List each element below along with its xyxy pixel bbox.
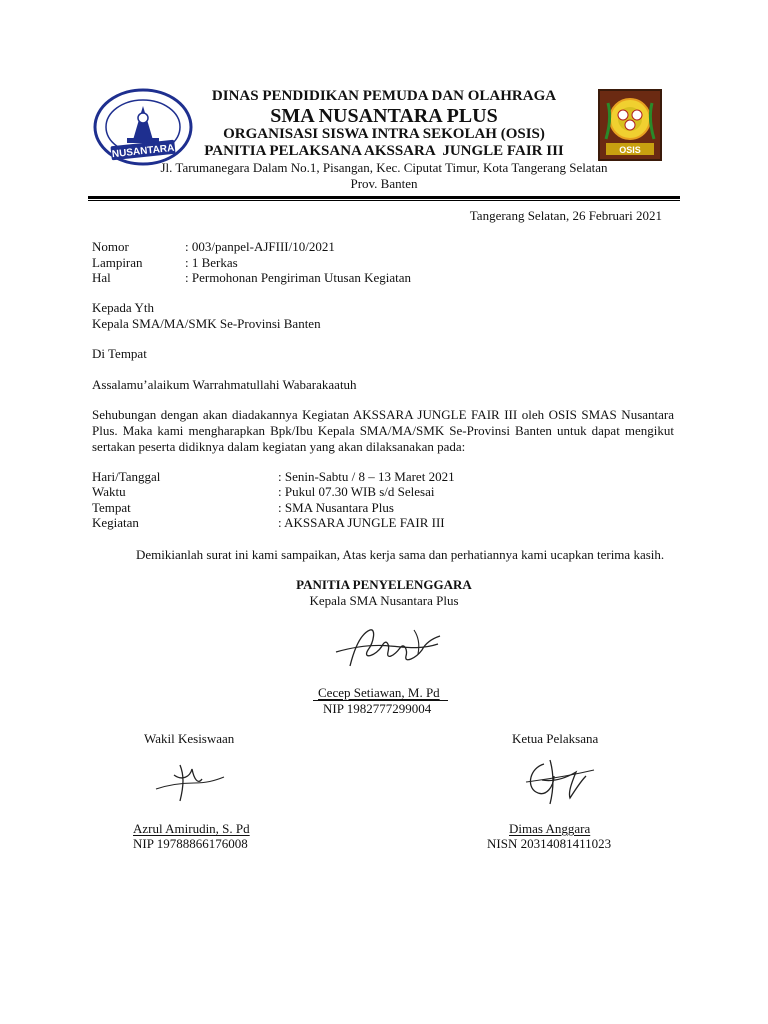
meta-value: : 1 Berkas — [185, 255, 238, 270]
detail-label: Waktu — [92, 484, 126, 499]
letter-date: Tangerang Selatan, 26 Februari 2021 — [469, 208, 662, 223]
principal-id: NIP 1982777299004 — [323, 701, 432, 716]
meta-label: Nomor — [92, 239, 129, 254]
meta-value: : 003/panpel-AJFIII/10/2021 — [185, 239, 335, 254]
header-divider-thick — [88, 196, 680, 199]
detail-value: : AKSSARA JUNGLE FAIR III — [278, 515, 445, 530]
meta-row — [92, 239, 335, 255]
detail-value: : Pukul 07.30 WIB s/d Selesai — [278, 484, 435, 499]
detail-row — [92, 469, 455, 485]
meta-row — [92, 255, 238, 271]
right-signer-signature — [520, 752, 600, 810]
greeting: Assalamu’alaikum Warrahmatullahi Wabarakaatuh — [92, 377, 357, 392]
principal-name: Cecep Setiawan, M. Pd — [318, 685, 440, 700]
body-container — [92, 407, 674, 455]
header-line-3: ORGANISASI SISWA INTRA SEKOLAH (OSIS) — [223, 126, 545, 142]
detail-row — [92, 484, 435, 500]
committee-title: PANITIA PENYELENGGARA — [296, 577, 472, 592]
recipient-line-2: Kepala SMA/MA/SMK Se-Provinsi Banten — [92, 316, 321, 331]
detail-row — [92, 515, 445, 531]
body-paragraph: Sehubungan dengan akan diadakannya Kegiatan AKSSARA JUNGLE FAIR III oleh OSIS SMAS Nusantara Plus. Maka kami mengharapkan Bpk/Ibu Kepala SMA/MA/SMK Se-Provinsi Banten untuk dapat mengikut sertakan peserta didiknya dalam kegiatan yang akan dilaksanakan pada: — [92, 407, 674, 454]
recipient-place: Di Tempat — [92, 346, 147, 361]
committee-role: Kepala SMA Nusantara Plus — [309, 593, 459, 608]
meta-label: Hal — [92, 270, 111, 285]
detail-label: Kegiatan — [92, 515, 139, 530]
address-line-1: Jl. Tarumanegara Dalam No.1, Pisangan, Kec. Ciputat Timur, Kota Tangerang Selatan — [160, 160, 608, 175]
left-signer-name: Azrul Amirudin, S. Pd — [133, 821, 250, 836]
school-name: SMA NUSANTARA PLUS — [270, 105, 498, 127]
detail-value: : Senin-Sabtu / 8 – 13 Maret 2021 — [278, 469, 455, 484]
principal-signature — [330, 620, 450, 676]
left-signer-id: NIP 19788866176008 — [133, 836, 248, 851]
detail-row — [92, 500, 394, 516]
meta-value: : Permohonan Pengiriman Utusan Kegiatan — [185, 270, 412, 285]
header-divider-thin — [88, 200, 680, 201]
left-signer-role: Wakil Kesiswaan — [144, 731, 235, 746]
recipient-line-1: Kepada Yth — [92, 300, 154, 315]
meta-label: Lampiran — [92, 255, 143, 270]
header-line-1: DINAS PENDIDIKAN PEMUDA DAN OLAHRAGA — [211, 88, 557, 104]
left-signer-signature — [150, 755, 230, 811]
header-line-4: PANITIA PELAKSANA AKSSARA JUNGLE FAIR III — [204, 143, 564, 159]
right-signer-name: Dimas Anggara — [509, 821, 591, 836]
right-signer-role: Ketua Pelaksana — [512, 731, 599, 746]
detail-value: : SMA Nusantara Plus — [278, 500, 394, 515]
right-signer-id: NISN 20314081411023 — [487, 836, 612, 851]
detail-label: Hari/Tanggal — [92, 469, 161, 484]
closing-container — [92, 547, 674, 563]
address-line-2: Prov. Banten — [350, 176, 418, 191]
principal-underline — [313, 700, 448, 701]
detail-label: Tempat — [92, 500, 131, 515]
meta-row — [92, 270, 412, 286]
closing-paragraph: Demikianlah surat ini kami sampaikan, Atas kerja sama dan perhatiannya kami ucapkan terima kasih. — [136, 547, 665, 562]
school-logo-band-text: NUSANTARA — [111, 142, 175, 161]
osis-logo-text: OSIS — [619, 145, 641, 155]
